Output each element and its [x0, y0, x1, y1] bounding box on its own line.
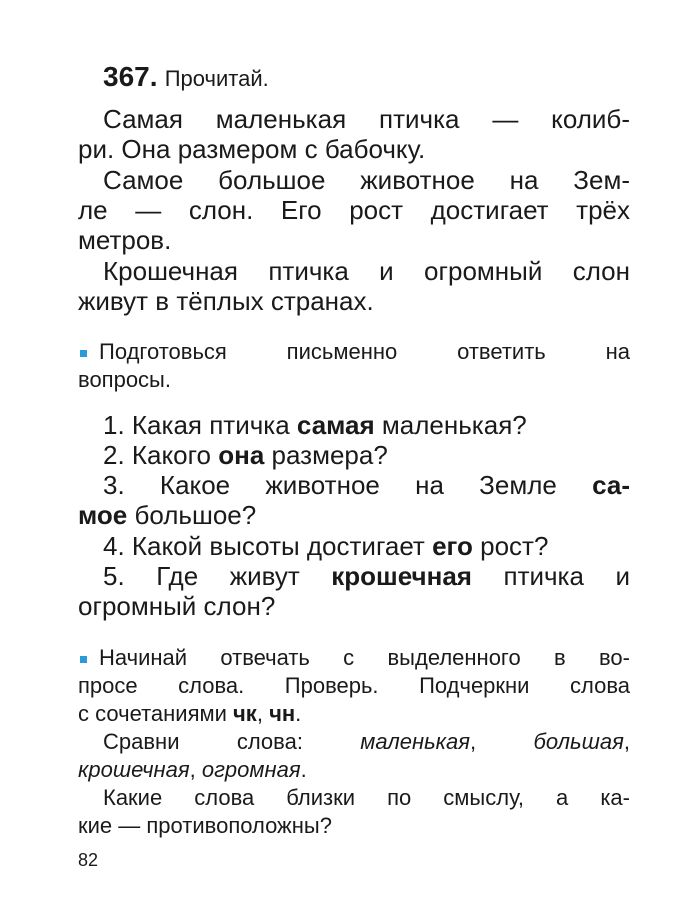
text-line: ле — слон. Его рост достигает трёх	[78, 195, 630, 225]
question-3-cont: мое большое?	[78, 500, 257, 530]
exercise-header	[103, 62, 655, 93]
exercise-instruction: Прочитай.	[164, 66, 269, 91]
page-number: 82	[78, 850, 99, 870]
task-line: Какие слова близки по смыслу, а ка-	[103, 785, 630, 810]
question-5-cont: огромный слон?	[78, 591, 276, 621]
bullet-icon	[80, 350, 87, 357]
task-line: с сочетаниями чк, чн.	[78, 701, 302, 726]
text-line: ри. Она размером с бабочку.	[78, 134, 426, 164]
text-line: Самая маленькая птичка — колиб-	[103, 104, 630, 134]
task-line: Сравни слова: маленькая, большая,	[103, 729, 630, 754]
text-line: Крошечная птичка и огромный слон	[103, 256, 630, 286]
text-line: метров.	[78, 225, 172, 255]
task-line: вопросы.	[78, 367, 171, 392]
question-1: 1. Какая птичка самая маленькая?	[103, 410, 527, 440]
task-line: Начинай отвечать с выделенного в во-	[78, 644, 630, 672]
question-4: 4. Какой высоты достигает его рост?	[103, 531, 549, 561]
question-3: 3. Какое животное на Земле са-	[103, 470, 630, 500]
exercise-number: 367.	[103, 61, 158, 92]
task-line: кие — противоположны?	[78, 813, 332, 838]
task-line: просе слова. Проверь. Подчеркни слова	[78, 673, 630, 698]
text-line: живут в тёплых странах.	[78, 286, 374, 316]
task-line: крошечная, огромная.	[78, 757, 307, 782]
question-2: 2. Какого она размера?	[103, 440, 388, 470]
text-line: Самое большое животное на Зем-	[103, 165, 630, 195]
task-line: Подготовься письменно ответить на	[78, 338, 630, 366]
bullet-icon	[80, 656, 87, 663]
question-5: 5. Где живут крошечная птичка и	[103, 561, 631, 591]
